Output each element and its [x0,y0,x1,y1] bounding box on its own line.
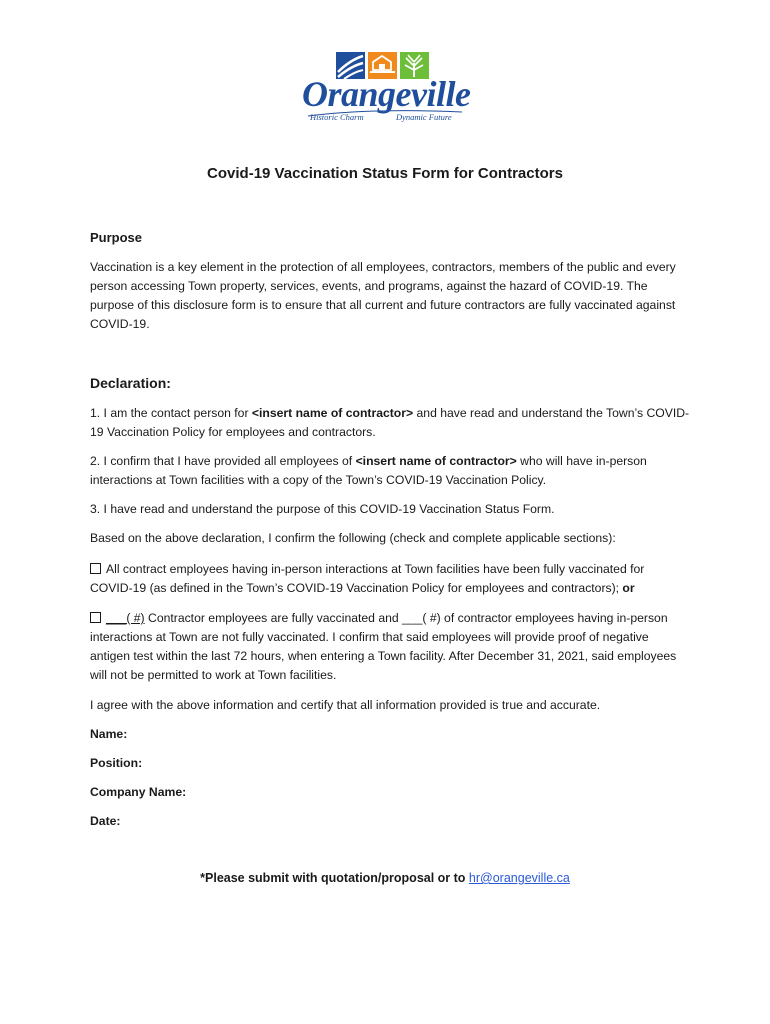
contractor-placeholder: <insert name of contractor> [251,406,414,420]
logo-tagline-left: Historic Charm [310,112,364,122]
contractor-placeholder: <insert name of contractor> [355,454,517,468]
declaration-heading: Declaration: [90,375,171,391]
declaration-item-3: 3. I have read and understand the purpose of this COVID-19 Vaccination Status Form. [90,502,555,516]
company-name-field-label: Company Name: [90,785,187,799]
date-field-label: Date: [90,814,121,828]
orangeville-logo [302,46,471,130]
declaration-item-2: 2. I confirm that I have provided all employees of <insert name of contractor> who will have in-person interactions at Town facilities with a copy of the Town’s COVID-19 Vaccination Policy. [90,454,647,487]
email-link[interactable]: hr@orangeville.ca [468,871,570,885]
option-2: ___( #) Contractor employees are fully vaccinated and ___( #) of contractor employees having in-person interactions at Town are not fully vaccinated. I confirm that said employees will provide proof of negative antigen test within the last 72 hours, when entering a Town facility. After December 31, 2021, said employees will not be permitted to work at Town facilities. [90,611,677,682]
declaration-item-1: 1. I am the contact person for <insert name of contractor> and have read and understand the Town’s COVID-19 Vaccination Policy for employees and contractors. [90,406,690,439]
page-title: Covid-19 Vaccination Status Form for Contractors [207,165,563,182]
submit-note: *Please submit with quotation/proposal or to hr@orangeville.ca [200,871,570,885]
logo-tagline-right: Dynamic Future [396,112,452,122]
position-field-label: Position: [90,756,143,770]
option-1-checkbox[interactable] [90,563,101,574]
logo-wordmark: Orangeville [302,74,471,114]
based-on-text: Based on the above declaration, I confirm the following (check and complete applicable sections): [90,531,616,545]
fully-vaccinated-count-blank[interactable]: ___( #) [106,611,145,625]
option-2-checkbox[interactable] [90,612,101,623]
purpose-text: Vaccination is a key element in the protection of all employees, contractors, members of the public and every person accessing Town property, services, events, and programs, against the hazard of COVID-19. The purpose of this disclosure form is to ensure that all current and future contractors are fully vaccinated against COVID-19. [90,260,676,331]
name-field-label: Name: [90,727,128,741]
agree-text: I agree with the above information and certify that all information provided is true and accurate. [90,698,601,712]
purpose-heading: Purpose [90,230,143,245]
option-1: All contract employees having in-person interactions at Town facilities have been fully vaccinated for COVID-19 (as defined in the Town’s COVID-19 Vaccination Policy for employees and contractors); or [90,562,645,595]
